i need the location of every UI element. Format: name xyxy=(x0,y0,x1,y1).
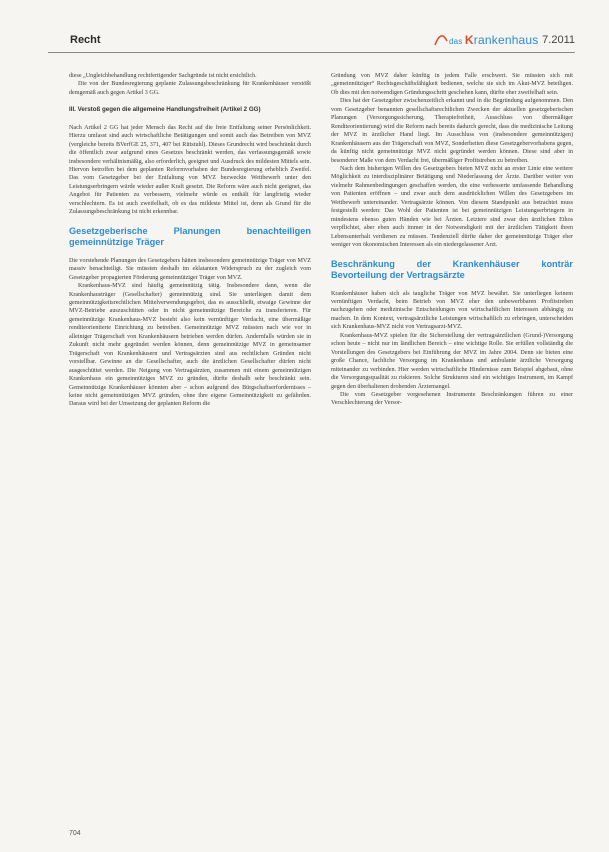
paragraph: diese „Ungleichbehandlung rechtfertigender Sachgründe ist nicht ersichtlich. xyxy=(69,73,257,79)
paragraph: Die von der Bundesregierung geplante Zulassungsbeschränkung für Krankenhäuser verstößt demgemäß auch gegen Artikel 3 GG. xyxy=(69,81,311,96)
paragraph: Dies hat der Gesetzgeber zwischenzeitlich erkannt und in die Begründung aufgenommen. Den vom Gesetzgeber benannten gesellschaftsrechtlichen Zwecken der aktuellen gesetzgeberischen Planungen (Versorgungssicherung, Therapiefreiheit, Ausschluss von übermäßiger Renditeorientierung) wird die Reform nach bereits dadurch gerecht, dass die medizinische Leitung der MVZ in ärztlicher Hand liegt. Im Ausschluss von (insbesondere gemeinnützigen) Krankenhäusern aus der Trägerschaft von MVZ, Sonderheiten diese Gesetzgebervorhabens gegen, da künftig nicht gemeinnützige MVZ nicht gegründet werden können. Diese sind aber in besonderer Maße von dem Verdacht frei, übermäßiger Profitstreben zu betreiben. xyxy=(331,98,573,164)
paragraph: Nach dem bisherigen Willen des Gesetzgebers bieten MVZ nicht an erster Linie eine weitere Möglichkeit zu interdisziplinärer Betätigung und Niederlassung der Ärzte. Darüber weiter von vielmehr Rahmenbedingungen geschaffen werden, die eine verbesserte umfassende Behandlung von Patienten eröffnen – und zwar auch dem ausdrücklichen Willen des Gesetzgebers im Wettbewerb untereinander. Vertragsärzte können. Von diesem Standpunkt aus betrachtet muss festgestellt werden: Das Wohl der Patienten ist bei gemeinnützigen Leistungserbringern in mindestens ebenso guten Händen wie bei Ärzten. Letztere sind zwar den ärztlichen Ethos verpflichtet, aber eben auch immer in der Notwendigkeit mit der ärztlichen Tätigkeit ihren Lebensunterhalt verdienen zu müssen. Tendenziell dürfte daher der gemeinnützige Träger eher weniger von ökonomischen Interessen als ein niedergelassener Arzt. xyxy=(331,165,573,249)
right-column xyxy=(331,72,573,408)
section-heading: Beschränkung der Krankenhäuser konträr Bevorteilung der Vertragsärzte xyxy=(331,258,573,280)
paragraph: Krankenhaus-MVZ sind häufig gemeinnützig tätig. Insbesondere dann, wenn die Krankenhausträger (Gesellschafter) gemeinnützig sind. Sie unterliegen damit dem gemeinnützigkeitsrechtlichen Mittelverwendungsgebot, das es ausschließt, etwaige Gewinne der MVZ-Betriebe auszuschütten oder in nicht gemeinnützige Bereiche zu transferieren. Für gemeinnützige Krankenhaus-MVZ besteht also kein vernünftiger Verdacht, eine übermäßige renditeorientierte Einrichtung zu betreiben. Gemeinnützige MVZ müssten nach wie vor in alleiniger Trägerschaft von Krankenhäusern betrieben werden dürfen. Andernfalls würden sie in Zukunft nicht mehr gegründet werden können, denn gemeinnützige MVZ in gemeinsamer Trägerschaft von Krankenhäusern und Vertragsärzten sind aus rechtlichen Gründen nicht vorstellbar. Gewinne an die Gesellschafter, auch die ärztlichen Gesellschafter dürfen nicht ausgeschüttet werden. Die Neigung von Vertragsärzten, zusammen mit einem gemeinnützigen Krankenhaus ein gemeinnütziges MVZ zu gründen, dürfte deshalb sehr beschränkt sein. Gemeinnützige Krankenhäuser könnten aber – schon aufgrund des Bürgschaftserfordernisses – keine nicht gemeinnützigen MVZ gründen, ohne ihre eigene Gemeinnützigkeit zu gefährden. Daraus wird bei der Umsetzung der geplanten Reform die xyxy=(69,283,311,408)
paragraph: Gründung von MVZ daher künftig in jedem Falle erschwert. Sie müssten sich mit „gemeinnütziger“ Rechtsgeschäftsfähigkeit bedienen, welche sie sich im Akut-MVZ beteiligen. Ob dies mit den notwendigen Gründungsschritt geschehen kann, dürfte eher zweifelhaft sein. xyxy=(331,73,573,96)
page-number: 704 xyxy=(69,830,81,837)
subsection-heading: III. Verstoß gegen die allgemeine Handlungsfreiheit (Artikel 2 GG) xyxy=(69,106,261,114)
paragraph: Nach Artikel 2 GG hat jeder Mensch das Recht auf die freie Entfaltung seiner Persönlichkeit. Hierzu umfasst sind auch wirtschaftliche Betätigungen und somit auch das Betreiben von MVZ (vergleiche bereits BVerfGE 25, 371, 407 bei Rittstuhl). Dieses Grundrecht wird beschränkt durch die öffentlich zwar aufgrund eines Gesetzes beschränkt werden, das verfassungsgemäß sowie insbesondere verhältnismäßig, also erforderlich, geeignet und Ausdruck des mildesten Mittels sein. Hiervon betroffen bei dem geplanten Reformvorhaben der Bundesregierung erheblich Zweifel. Das vom Gesetzgeber bei der Entfaltung von MVZ bezweckte Wettbewerb unter den Leistungserbringern würde wieder außer Kraft gesetzt. Die Reform wäre auch nicht geeignet, das Angebot für Patienten zu verbessern, vielmehr würde es enthält für langfristig wieder verschlechtern. Es ist auch zweifelhaft, ob es das mildeste Mittel ist, denn als Grund für die Zulassungsbeschränkung ist nicht erkennbar. xyxy=(69,124,311,216)
paragraph: Krankenhäuser haben sich als taugliche Träger von MVZ bewährt. Sie unterliegen keinem vernünftigen Verdacht, beim Betrieb von MVZ eher den unbewerbbaren Profitstreben nachzugehen oder medizinische Entscheidungen von wirtschaftlichen Interessen abhängig zu machen. In dem Kontext, vertragsärztliche Leistungen wirtschaftlich zu erbringen, unterscheiden sich Krankenhaus-MVZ nicht von Vertragsarzt-MVZ. xyxy=(331,290,573,331)
page-header xyxy=(48,28,575,50)
section-title: Recht xyxy=(70,34,101,46)
logo-text: das Krankenhaus xyxy=(449,33,539,47)
paragraph: Krankenhaus-MVZ spielen für die Sicherstellung der vertragsärztlichen (Grund-)Versorgung schon heute – nicht nur im ländlichen Bereich – eine wichtige Rolle. Sie erfüllen vollständig die Vorstellungen des Gesetzgebers bei Einführung der MVZ im Jahre 2004. Denn sie bieten eine große Chance, fachliche Versorgung im Krankenhaus und ambulante ärztliche Versorgung miteinander zu verbinden. Hier werden wirtschaftliche Hindernisse zum Beispiel abgebaut, ohne die Versorgungsqualität zu riskieren. Solche Strukturen sind ein wichtiges Instrument, im Kampf gegen den überhaltenen drohenden Ärztemangel. xyxy=(331,332,573,390)
logo-arc-icon xyxy=(433,31,449,47)
paragraph: Die vorstehende Planungen des Gesetzgebers hätten insbesondere gemeinnützige Träger von MVZ massiv benachteiligt. Sie müssten deshalb im eklatanten Widerspruch zu der zugleich vom Gesetzgeber propagierten Förderung gemeinnütziger Träger von MVZ. xyxy=(69,257,311,281)
issue-number: 7.2011 xyxy=(542,34,575,46)
section-heading: Gesetzgeberische Planungen benachteiligen gemeinnützige Träger xyxy=(69,225,311,247)
left-column xyxy=(69,72,311,409)
paragraph: Die vom Gesetzgeber vorgesehenen Instrumente Beschränkungen führen zu einer Verschlechterung der Versor- xyxy=(331,391,573,407)
header-rule xyxy=(48,52,575,53)
